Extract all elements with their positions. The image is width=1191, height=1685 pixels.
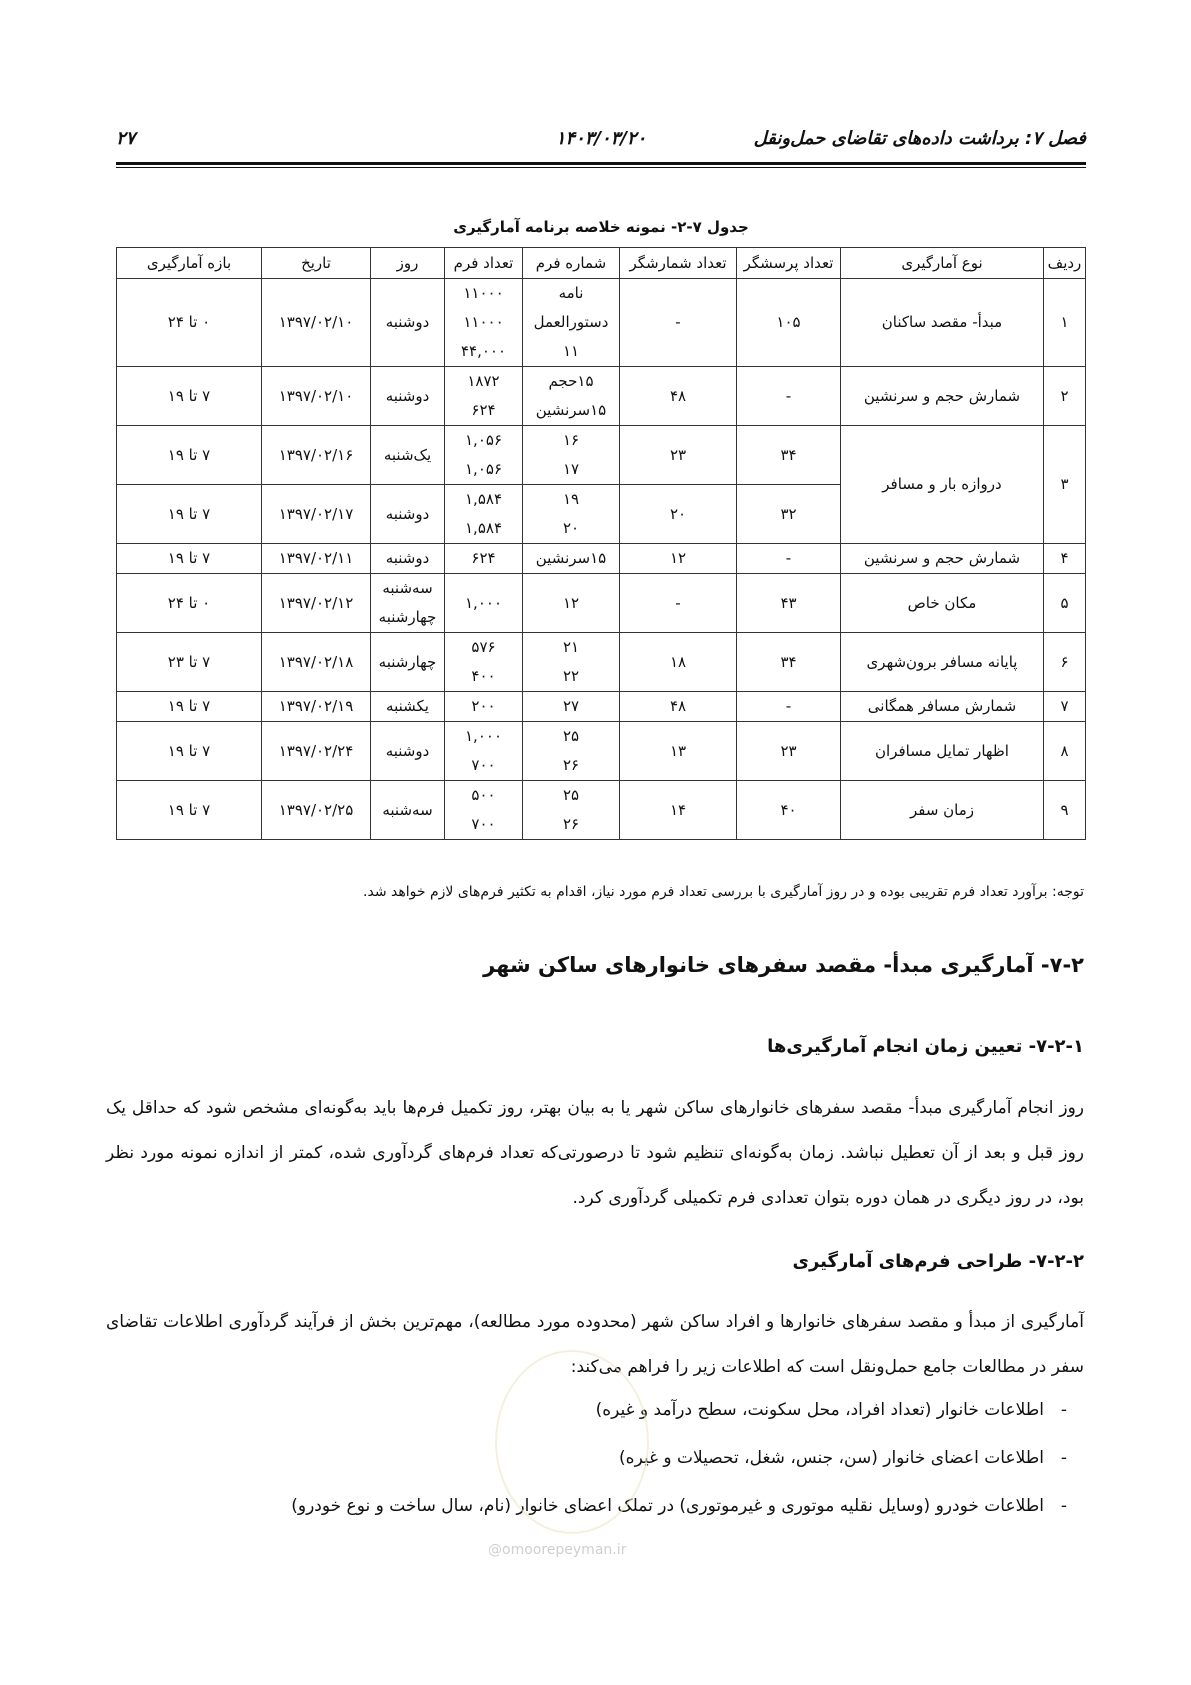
- subsection-heading-timing: ۷-۲-۱- تعیین زمان انجام آمارگیری‌ها: [767, 1036, 1084, 1057]
- cell-date: ۱۳۹۷/۰۲/۱۶: [262, 426, 371, 485]
- cell-type: شمارش مسافر همگانی: [841, 692, 1044, 722]
- cell-date: ۱۳۹۷/۰۲/۲۴: [262, 722, 371, 781]
- table-row: [117, 544, 1086, 574]
- cell-range: ۷ تا ۱۹: [117, 722, 262, 781]
- cell-counters: ۱۸: [620, 633, 737, 692]
- header-radif: ردیف: [1044, 248, 1086, 279]
- cell-range: ۷ تا ۱۹: [117, 367, 262, 426]
- cell-surveyors: ۲۳: [737, 722, 841, 781]
- cell-counters: -: [620, 574, 737, 633]
- cell-radif: ۱: [1044, 279, 1086, 367]
- cell-type: شمارش حجم و سرنشین: [841, 544, 1044, 574]
- cell-counters: -: [620, 279, 737, 367]
- cell-counters: ۴۸: [620, 692, 737, 722]
- cell-type: دروازه بار و مسافر: [841, 426, 1044, 544]
- cell-form-count: ۵۷۶ ۴۰۰: [445, 633, 523, 692]
- paragraph-forms: آمارگیری از مبدأ و مقصد سفرهای خانوارها و افراد ساکن شهر (محدوده مورد مطالعه)، مهم‌ترین بخش از فرآیند گردآوری اطلاعات تقاضای سفر در مطالعات جامع حمل‌ونقل است که اطلاعات زیر را فراهم می‌کند:: [106, 1312, 1084, 1377]
- cell-radif: ۹: [1044, 781, 1086, 840]
- cell-form-no: ۱۲: [523, 574, 620, 633]
- cell-radif: ۷: [1044, 692, 1086, 722]
- cell-form-count: ۱,۰۰۰: [445, 574, 523, 633]
- cell-counters: ۱۲: [620, 544, 737, 574]
- cell-form-no: ۱۶ ۱۷: [523, 426, 620, 485]
- header-form-count: تعداد فرم: [445, 248, 523, 279]
- cell-date: ۱۳۹۷/۰۲/۱۷: [262, 485, 371, 544]
- cell-range: ۷ تا ۱۹: [117, 692, 262, 722]
- cell-day: سه‌شنبه چهارشنبه: [371, 574, 445, 633]
- cell-date: ۱۳۹۷/۰۲/۱۱: [262, 544, 371, 574]
- paragraph-timing: روز انجام آمارگیری مبدأ- مقصد سفرهای خانوارهای ساکن شهر یا به بیان بهتر، روز تکمیل فرم‌ها باید به‌گونه‌ای مشخص شود که حداقل یک روز قبل و بعد از آن تعطیل نباشد. زمان به‌گونه‌ای تنظیم شود تا درصورتی‌که تعداد فرم‌های گردآوری شده، کمتر از اندازه نمونه مورد نظر بود، در روز دیگری در همان دوره بتوان تعدادی فرم تکمیلی گردآوری کرد.: [106, 1098, 1084, 1208]
- cell-date: ۱۳۹۷/۰۲/۱۹: [262, 692, 371, 722]
- table-row: [117, 781, 1086, 840]
- cell-counters: ۱۴: [620, 781, 737, 840]
- chapter-title: فصل ۷: برداشت داده‌های تقاضای حمل‌ونقل: [753, 128, 1086, 149]
- cell-surveyors: ۳۴: [737, 426, 841, 485]
- cell-surveyors: -: [737, 367, 841, 426]
- cell-radif: ۳: [1044, 426, 1086, 544]
- cell-day: دوشنبه: [371, 485, 445, 544]
- subsection-heading-forms: ۷-۲-۲- طراحی فرم‌های آمارگیری: [792, 1251, 1084, 1272]
- cell-range: ۰ تا ۲۴: [117, 574, 262, 633]
- cell-form-count: ۵۰۰ ۷۰۰: [445, 781, 523, 840]
- cell-range: ۷ تا ۱۹: [117, 426, 262, 485]
- header-date: ۱۴۰۳/۰۳/۲۰: [555, 128, 647, 149]
- cell-form-no: ۲۷: [523, 692, 620, 722]
- section-heading: ۷-۲- آمارگیری مبدأ- مقصد سفرهای خانوارهای ساکن شهر: [483, 953, 1084, 977]
- cell-form-count: ۱۱۰۰۰ ۱۱۰۰۰ ۴۴,۰۰۰: [445, 279, 523, 367]
- table-header-row: [117, 248, 1086, 279]
- table-row: [117, 367, 1086, 426]
- cell-form-count: ۱,۵۸۴ ۱,۵۸۴: [445, 485, 523, 544]
- cell-counters: ۲۳: [620, 426, 737, 485]
- page-number: ۲۷: [116, 128, 136, 149]
- cell-form-count: ۱۸۷۲ ۶۲۴: [445, 367, 523, 426]
- cell-radif: ۶: [1044, 633, 1086, 692]
- cell-type: مکان خاص: [841, 574, 1044, 633]
- cell-radif: ۲: [1044, 367, 1086, 426]
- cell-date: ۱۳۹۷/۰۲/۲۵: [262, 781, 371, 840]
- cell-date: ۱۳۹۷/۰۲/۱۲: [262, 574, 371, 633]
- cell-surveyors: ۳۴: [737, 633, 841, 692]
- cell-counters: ۱۳: [620, 722, 737, 781]
- list-item: -اطلاعات اعضای خانوار (سن، جنس، شغل، تحصیلات و غیره): [106, 1443, 1084, 1491]
- cell-day: دوشنبه: [371, 544, 445, 574]
- table-note: توجه: برآورد تعداد فرم تقریبی بوده و در روز آمارگیری با بررسی تعداد فرم مورد نیاز، اقدام به تکثیر فرم‌های لازم خواهد شد.: [363, 884, 1084, 900]
- table-row: [117, 692, 1086, 722]
- cell-type: مبدأ- مقصد ساکنان: [841, 279, 1044, 367]
- cell-form-count: ۲۰۰: [445, 692, 523, 722]
- watermark-text: @omoorepeyman.ir: [488, 1542, 627, 1558]
- cell-type: شمارش حجم و سرنشین: [841, 367, 1044, 426]
- cell-type: اظهار تمایل مسافران: [841, 722, 1044, 781]
- cell-day: دوشنبه: [371, 367, 445, 426]
- list-item: -اطلاعات خانوار (تعداد افراد، محل سکونت، سطح درآمد و غیره): [106, 1395, 1084, 1443]
- cell-surveyors: ۴۳: [737, 574, 841, 633]
- cell-day: یکشنبه: [371, 692, 445, 722]
- cell-day: دوشنبه: [371, 722, 445, 781]
- table-caption: جدول ۷-۲- نمونه خلاصه برنامه آمارگیری: [453, 218, 749, 236]
- cell-counters: ۴۸: [620, 367, 737, 426]
- cell-radif: ۴: [1044, 544, 1086, 574]
- header-type: نوع آمارگیری: [841, 248, 1044, 279]
- header-rule-thick: [116, 162, 1086, 165]
- cell-range: ۷ تا ۱۹: [117, 485, 262, 544]
- cell-radif: ۸: [1044, 722, 1086, 781]
- cell-counters: ۲۰: [620, 485, 737, 544]
- cell-type: زمان سفر: [841, 781, 1044, 840]
- bullet-dash: -: [1060, 1496, 1068, 1516]
- table-row: [117, 722, 1086, 781]
- cell-surveyors: ۴۰: [737, 781, 841, 840]
- cell-day: یک‌شنبه: [371, 426, 445, 485]
- header-surveyors: تعداد پرسشگر: [737, 248, 841, 279]
- cell-surveyors: -: [737, 544, 841, 574]
- header-form-no: شماره فرم: [523, 248, 620, 279]
- cell-form-no: نامه دستورالعمل ۱۱: [523, 279, 620, 367]
- table-row: [117, 426, 1086, 485]
- cell-form-no: ۱۵حجم ۱۵سرنشین: [523, 367, 620, 426]
- list-item: -اطلاعات خودرو (وسایل نقلیه موتوری و غیرموتوری) در تملک اعضای خانوار (نام، سال ساخت و نوع خودرو): [106, 1491, 1084, 1539]
- cell-form-no: ۲۵ ۲۶: [523, 722, 620, 781]
- cell-surveyors: -: [737, 692, 841, 722]
- cell-form-no: ۱۵سرنشین: [523, 544, 620, 574]
- cell-form-count: ۱,۰۵۶ ۱,۰۵۶: [445, 426, 523, 485]
- cell-surveyors: ۳۲: [737, 485, 841, 544]
- header-range: بازه آمارگیری: [117, 248, 262, 279]
- cell-type: پایانه مسافر برون‌شهری: [841, 633, 1044, 692]
- table-row: [117, 633, 1086, 692]
- table-row: [117, 574, 1086, 633]
- cell-form-no: ۲۵ ۲۶: [523, 781, 620, 840]
- cell-day: سه‌شنبه: [371, 781, 445, 840]
- cell-surveyors: ۱۰۵: [737, 279, 841, 367]
- cell-form-no: ۱۹ ۲۰: [523, 485, 620, 544]
- survey-schedule-table: [116, 247, 1086, 840]
- cell-date: ۱۳۹۷/۰۲/۱۰: [262, 367, 371, 426]
- table-row: [117, 279, 1086, 367]
- cell-date: ۱۳۹۷/۰۲/۱۸: [262, 633, 371, 692]
- cell-date: ۱۳۹۷/۰۲/۱۰: [262, 279, 371, 367]
- cell-radif: ۵: [1044, 574, 1086, 633]
- cell-range: ۰ تا ۲۴: [117, 279, 262, 367]
- cell-day: چهارشنبه: [371, 633, 445, 692]
- bullet-dash: -: [1060, 1448, 1068, 1468]
- watermark-seal-icon: [495, 1350, 649, 1534]
- cell-form-count: ۶۲۴: [445, 544, 523, 574]
- header-day: روز: [371, 248, 445, 279]
- cell-form-no: ۲۱ ۲۲: [523, 633, 620, 692]
- cell-range: ۷ تا ۱۹: [117, 781, 262, 840]
- cell-range: ۷ تا ۱۹: [117, 544, 262, 574]
- cell-day: دوشنبه: [371, 279, 445, 367]
- header-date: تاریخ: [262, 248, 371, 279]
- cell-range: ۷ تا ۲۳: [117, 633, 262, 692]
- header-counters: تعداد شمارشگر: [620, 248, 737, 279]
- bullet-dash: -: [1060, 1400, 1068, 1420]
- cell-form-count: ۱,۰۰۰ ۷۰۰: [445, 722, 523, 781]
- header-rule-thin: [116, 167, 1086, 168]
